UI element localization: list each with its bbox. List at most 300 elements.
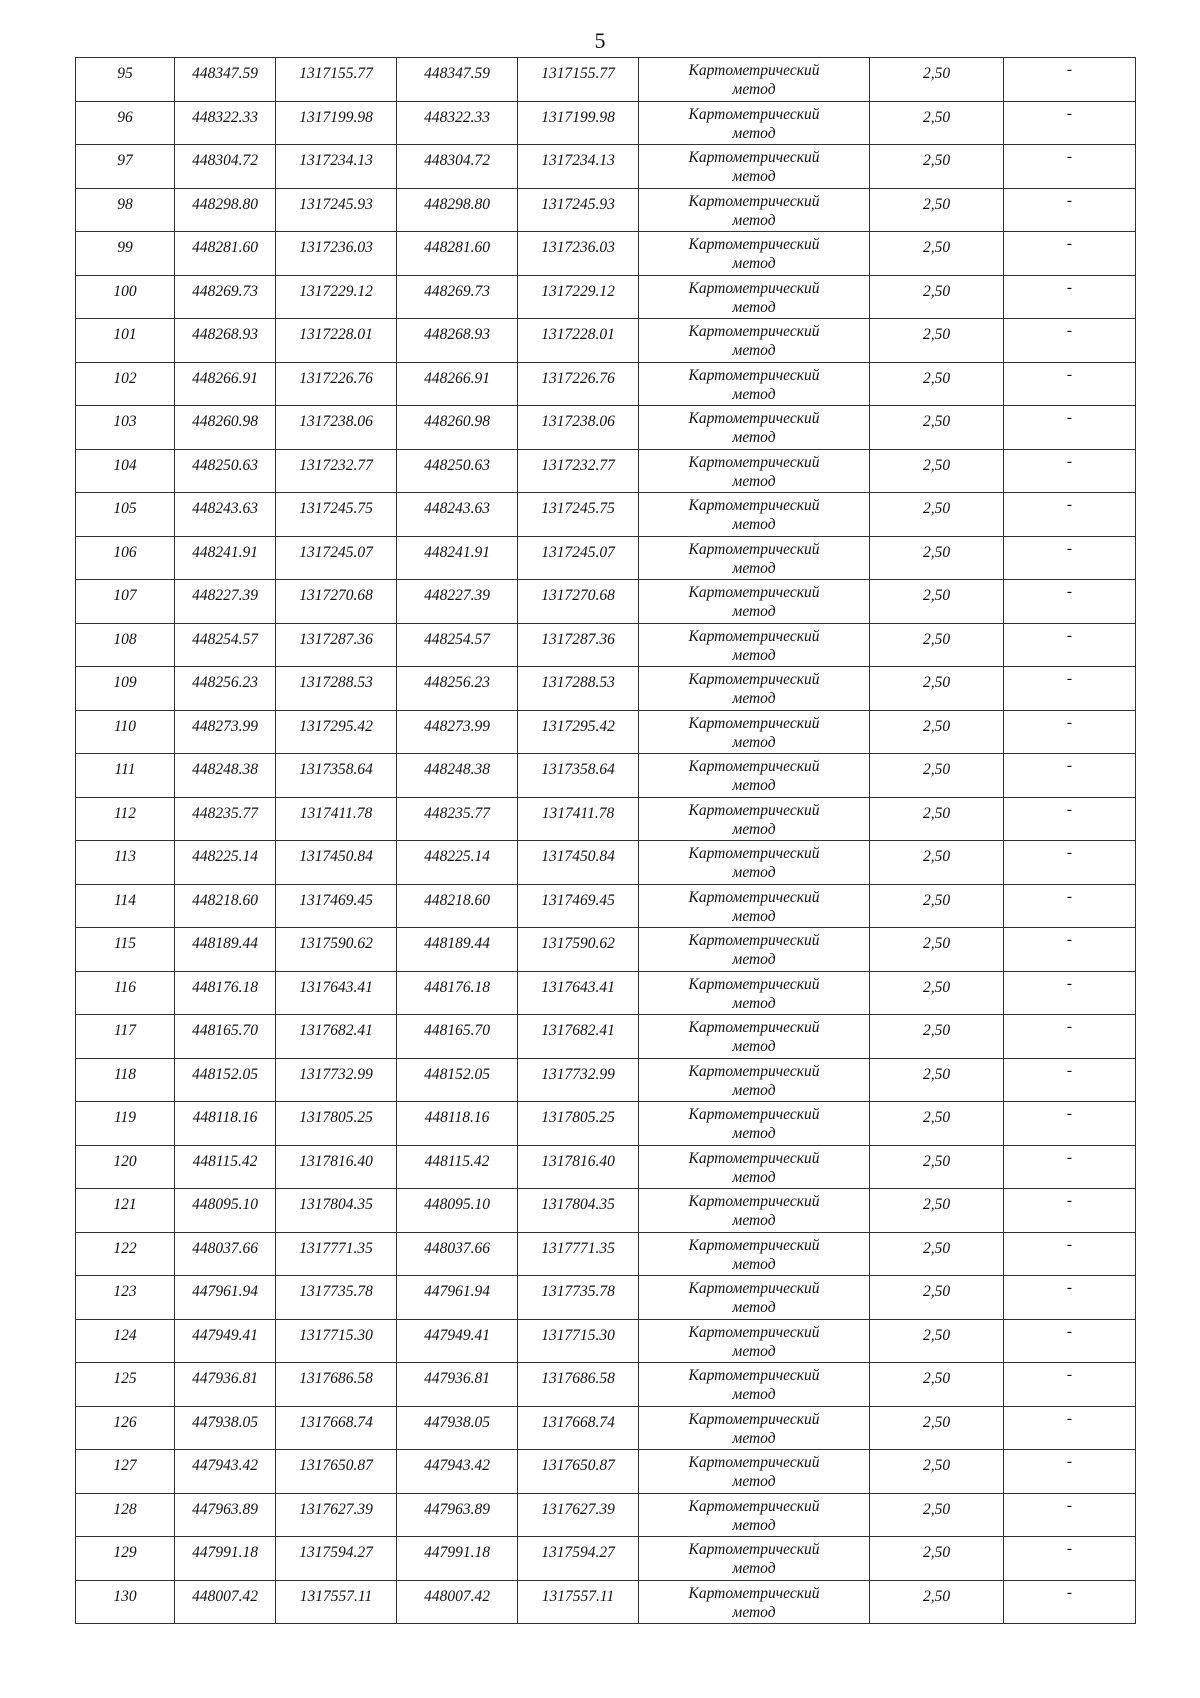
y-coordinate-cell: 1317816.40 (276, 1145, 397, 1189)
x-coordinate-cell: 448322.33 (397, 101, 518, 145)
method-line-1: Картометрический (688, 497, 820, 514)
point-number-cell: 121 (76, 1189, 175, 1233)
x-coordinate-cell: 448248.38 (175, 754, 276, 798)
x-coordinate-cell: 448241.91 (397, 536, 518, 580)
y-coordinate-cell: 1317805.25 (518, 1102, 639, 1146)
x-coordinate-cell: 448269.73 (397, 275, 518, 319)
table-row (76, 232, 1136, 276)
x-coordinate-cell: 448007.42 (175, 1580, 276, 1624)
x-coordinate-cell: 448260.98 (397, 406, 518, 450)
accuracy-cell: 2,50 (870, 58, 1004, 102)
note-cell: - (1004, 623, 1136, 667)
accuracy-cell: 2,50 (870, 1058, 1004, 1102)
y-coordinate-cell: 1317804.35 (518, 1189, 639, 1233)
y-coordinate-cell: 1317668.74 (276, 1406, 397, 1450)
accuracy-cell: 2,50 (870, 1276, 1004, 1320)
y-coordinate-cell: 1317245.93 (276, 188, 397, 232)
x-coordinate-cell: 447938.05 (397, 1406, 518, 1450)
y-coordinate-cell: 1317287.36 (518, 623, 639, 667)
y-coordinate-cell: 1317199.98 (276, 101, 397, 145)
x-coordinate-cell: 448037.66 (175, 1232, 276, 1276)
method-line-2: метод (732, 777, 776, 794)
method-line-2: метод (732, 255, 776, 272)
method-line-2: метод (732, 907, 776, 925)
y-coordinate-cell: 1317411.78 (276, 797, 397, 841)
table-row (76, 1493, 1136, 1537)
page-number: 5 (594, 28, 606, 53)
y-coordinate-cell: 1317229.12 (276, 275, 397, 319)
y-coordinate-cell: 1317232.77 (518, 449, 639, 493)
method-line-1: Картометрический (688, 323, 820, 340)
note-cell: - (1004, 971, 1136, 1015)
x-coordinate-cell: 448304.72 (397, 145, 518, 189)
y-coordinate-cell: 1317732.99 (518, 1058, 639, 1102)
y-coordinate-cell: 1317643.41 (518, 971, 639, 1015)
accuracy-cell: 2,50 (870, 928, 1004, 972)
method-line-2: метод (732, 603, 776, 620)
method-line-1: Картометрический (688, 62, 820, 79)
y-coordinate-cell: 1317245.93 (518, 188, 639, 232)
x-coordinate-cell: 447963.89 (397, 1493, 518, 1537)
accuracy-cell: 2,50 (870, 188, 1004, 232)
note-cell: - (1004, 1276, 1136, 1320)
table-row (76, 1102, 1136, 1146)
method-line-2: метод (732, 1212, 776, 1229)
note-cell: - (1004, 1537, 1136, 1581)
method-cell (639, 536, 870, 580)
table-row (76, 841, 1136, 885)
method-line-2: метод (732, 1560, 776, 1577)
x-coordinate-cell: 448268.93 (175, 319, 276, 363)
accuracy-cell: 2,50 (870, 536, 1004, 580)
method-line-1: Картометрический (688, 671, 820, 688)
x-coordinate-cell: 448241.91 (175, 536, 276, 580)
method-line-2: метод (732, 124, 776, 142)
method-line-1: Картометрический (688, 453, 820, 471)
accuracy-cell: 2,50 (870, 580, 1004, 624)
table-row (76, 1319, 1136, 1363)
method-line-1: Картометрический (688, 801, 820, 819)
x-coordinate-cell: 448007.42 (397, 1580, 518, 1624)
method-line-2: метод (732, 820, 776, 838)
y-coordinate-cell: 1317245.75 (276, 493, 397, 537)
x-coordinate-cell: 448176.18 (175, 971, 276, 1015)
note-cell: - (1004, 1450, 1136, 1494)
method-cell (639, 884, 870, 928)
x-coordinate-cell: 448095.10 (397, 1189, 518, 1233)
method-line-1: Картометрический (688, 714, 820, 732)
table-row (76, 449, 1136, 493)
method-cell (639, 754, 870, 798)
method-line-2: метод (732, 1081, 776, 1099)
y-coordinate-cell: 1317236.03 (518, 232, 639, 276)
x-coordinate-cell: 448254.57 (175, 623, 276, 667)
note-cell: - (1004, 754, 1136, 798)
x-coordinate-cell: 448227.39 (397, 580, 518, 624)
table-body (76, 58, 1136, 1624)
x-coordinate-cell: 448218.60 (397, 884, 518, 928)
note-cell: - (1004, 362, 1136, 406)
x-coordinate-cell: 448235.77 (175, 797, 276, 841)
table-row (76, 319, 1136, 363)
y-coordinate-cell: 1317735.78 (518, 1276, 639, 1320)
method-line-2: метод (732, 1603, 776, 1621)
x-coordinate-cell: 448243.63 (397, 493, 518, 537)
y-coordinate-cell: 1317816.40 (518, 1145, 639, 1189)
y-coordinate-cell: 1317643.41 (276, 971, 397, 1015)
note-cell: - (1004, 319, 1136, 363)
method-line-1: Картометрический (688, 1497, 820, 1515)
table-row (76, 1363, 1136, 1407)
y-coordinate-cell: 1317245.07 (276, 536, 397, 580)
method-line-1: Картометрический (688, 236, 820, 253)
method-cell (639, 1580, 870, 1624)
y-coordinate-cell: 1317557.11 (518, 1580, 639, 1624)
accuracy-cell: 2,50 (870, 145, 1004, 189)
method-line-2: метод (732, 951, 776, 968)
method-line-2: метод (732, 1429, 776, 1447)
y-coordinate-cell: 1317270.68 (518, 580, 639, 624)
method-line-1: Картометрический (688, 1454, 820, 1471)
method-line-2: метод (732, 1125, 776, 1142)
method-cell (639, 667, 870, 711)
y-coordinate-cell: 1317411.78 (518, 797, 639, 841)
method-line-2: метод (732, 1255, 776, 1273)
note-cell: - (1004, 1319, 1136, 1363)
point-number-cell: 98 (76, 188, 175, 232)
method-cell (639, 1232, 870, 1276)
y-coordinate-cell: 1317590.62 (518, 928, 639, 972)
point-number-cell: 122 (76, 1232, 175, 1276)
accuracy-cell: 2,50 (870, 1189, 1004, 1233)
point-number-cell: 109 (76, 667, 175, 711)
table-row (76, 667, 1136, 711)
y-coordinate-cell: 1317668.74 (518, 1406, 639, 1450)
table-row (76, 1450, 1136, 1494)
point-number-cell: 118 (76, 1058, 175, 1102)
method-line-2: метод (732, 385, 776, 403)
point-number-cell: 111 (76, 754, 175, 798)
x-coordinate-cell: 448347.59 (397, 58, 518, 102)
x-coordinate-cell: 447949.41 (175, 1319, 276, 1363)
method-line-1: Картометрический (688, 1106, 820, 1123)
y-coordinate-cell: 1317715.30 (276, 1319, 397, 1363)
accuracy-cell: 2,50 (870, 449, 1004, 493)
x-coordinate-cell: 448165.70 (175, 1015, 276, 1059)
y-coordinate-cell: 1317627.39 (518, 1493, 639, 1537)
method-cell (639, 623, 870, 667)
method-cell (639, 928, 870, 972)
y-coordinate-cell: 1317805.25 (276, 1102, 397, 1146)
method-line-2: метод (732, 211, 776, 229)
x-coordinate-cell: 448115.42 (397, 1145, 518, 1189)
method-line-1: Картометрический (688, 584, 820, 601)
y-coordinate-cell: 1317450.84 (518, 841, 639, 885)
method-cell (639, 1363, 870, 1407)
x-coordinate-cell: 448256.23 (175, 667, 276, 711)
method-line-2: метод (732, 81, 776, 98)
y-coordinate-cell: 1317238.06 (276, 406, 397, 450)
method-line-2: метод (732, 1342, 776, 1360)
y-coordinate-cell: 1317682.41 (518, 1015, 639, 1059)
note-cell: - (1004, 58, 1136, 102)
method-cell (639, 58, 870, 102)
x-coordinate-cell: 448189.44 (175, 928, 276, 972)
point-number-cell: 120 (76, 1145, 175, 1189)
y-coordinate-cell: 1317804.35 (276, 1189, 397, 1233)
accuracy-cell: 2,50 (870, 493, 1004, 537)
method-cell (639, 1406, 870, 1450)
x-coordinate-cell: 447936.81 (397, 1363, 518, 1407)
accuracy-cell: 2,50 (870, 1102, 1004, 1146)
y-coordinate-cell: 1317287.36 (276, 623, 397, 667)
y-coordinate-cell: 1317650.87 (518, 1450, 639, 1494)
y-coordinate-cell: 1317295.42 (518, 710, 639, 754)
method-line-1: Картометрический (688, 1149, 820, 1167)
table-row (76, 188, 1136, 232)
y-coordinate-cell: 1317234.13 (518, 145, 639, 189)
x-coordinate-cell: 448304.72 (175, 145, 276, 189)
method-line-2: метод (732, 429, 776, 446)
y-coordinate-cell: 1317732.99 (276, 1058, 397, 1102)
y-coordinate-cell: 1317228.01 (276, 319, 397, 363)
method-cell (639, 1189, 870, 1233)
point-number-cell: 104 (76, 449, 175, 493)
method-line-1: Картометрический (688, 1019, 820, 1036)
x-coordinate-cell: 448243.63 (175, 493, 276, 537)
point-number-cell: 123 (76, 1276, 175, 1320)
x-coordinate-cell: 448235.77 (397, 797, 518, 841)
y-coordinate-cell: 1317155.77 (276, 58, 397, 102)
x-coordinate-cell: 448268.93 (397, 319, 518, 363)
note-cell: - (1004, 1232, 1136, 1276)
y-coordinate-cell: 1317358.64 (276, 754, 397, 798)
x-coordinate-cell: 448266.91 (397, 362, 518, 406)
x-coordinate-cell: 447961.94 (175, 1276, 276, 1320)
method-cell (639, 362, 870, 406)
table-row (76, 1232, 1136, 1276)
method-cell (639, 1145, 870, 1189)
method-cell (639, 1015, 870, 1059)
method-line-1: Картометрический (688, 366, 820, 384)
y-coordinate-cell: 1317686.58 (518, 1363, 639, 1407)
method-line-2: метод (732, 994, 776, 1012)
note-cell: - (1004, 1145, 1136, 1189)
method-line-2: метод (732, 516, 776, 533)
table-row (76, 710, 1136, 754)
method-line-1: Картометрический (688, 1193, 820, 1210)
note-cell: - (1004, 580, 1136, 624)
point-number-cell: 112 (76, 797, 175, 841)
method-cell (639, 406, 870, 450)
y-coordinate-cell: 1317245.75 (518, 493, 639, 537)
point-number-cell: 125 (76, 1363, 175, 1407)
method-line-2: метод (732, 690, 776, 707)
point-number-cell: 128 (76, 1493, 175, 1537)
y-coordinate-cell: 1317686.58 (276, 1363, 397, 1407)
y-coordinate-cell: 1317557.11 (276, 1580, 397, 1624)
x-coordinate-cell: 448250.63 (397, 449, 518, 493)
y-coordinate-cell: 1317236.03 (276, 232, 397, 276)
x-coordinate-cell: 447938.05 (175, 1406, 276, 1450)
point-number-cell: 129 (76, 1537, 175, 1581)
method-line-2: метод (732, 1386, 776, 1403)
note-cell: - (1004, 1058, 1136, 1102)
method-line-1: Картометрический (688, 192, 820, 210)
y-coordinate-cell: 1317450.84 (276, 841, 397, 885)
y-coordinate-cell: 1317232.77 (276, 449, 397, 493)
x-coordinate-cell: 448118.16 (175, 1102, 276, 1146)
point-number-cell: 116 (76, 971, 175, 1015)
x-coordinate-cell: 448176.18 (397, 971, 518, 1015)
x-coordinate-cell: 448281.60 (175, 232, 276, 276)
point-number-cell: 110 (76, 710, 175, 754)
method-line-1: Картометрический (688, 1236, 820, 1254)
table-row (76, 580, 1136, 624)
x-coordinate-cell: 448165.70 (397, 1015, 518, 1059)
table-row (76, 275, 1136, 319)
accuracy-cell: 2,50 (870, 406, 1004, 450)
accuracy-cell: 2,50 (870, 1319, 1004, 1363)
accuracy-cell: 2,50 (870, 1537, 1004, 1581)
point-number-cell: 108 (76, 623, 175, 667)
note-cell: - (1004, 232, 1136, 276)
method-cell (639, 101, 870, 145)
table-row (76, 1406, 1136, 1450)
x-coordinate-cell: 448218.60 (175, 884, 276, 928)
point-number-cell: 105 (76, 493, 175, 537)
y-coordinate-cell: 1317735.78 (276, 1276, 397, 1320)
x-coordinate-cell: 448227.39 (175, 580, 276, 624)
note-cell: - (1004, 1015, 1136, 1059)
accuracy-cell: 2,50 (870, 667, 1004, 711)
accuracy-cell: 2,50 (870, 841, 1004, 885)
accuracy-cell: 2,50 (870, 1363, 1004, 1407)
note-cell: - (1004, 884, 1136, 928)
y-coordinate-cell: 1317295.42 (276, 710, 397, 754)
point-number-cell: 117 (76, 1015, 175, 1059)
method-line-2: метод (732, 1299, 776, 1316)
method-line-1: Картометрический (688, 1541, 820, 1558)
method-line-2: метод (732, 646, 776, 664)
x-coordinate-cell: 448248.38 (397, 754, 518, 798)
table-row (76, 623, 1136, 667)
accuracy-cell: 2,50 (870, 319, 1004, 363)
method-line-1: Картометрический (688, 845, 820, 862)
note-cell: - (1004, 449, 1136, 493)
x-coordinate-cell: 448037.66 (397, 1232, 518, 1276)
point-number-cell: 95 (76, 58, 175, 102)
method-line-1: Картометрический (688, 1410, 820, 1428)
table-row (76, 928, 1136, 972)
note-cell: - (1004, 710, 1136, 754)
method-line-1: Картометрический (688, 1323, 820, 1341)
accuracy-cell: 2,50 (870, 1406, 1004, 1450)
point-number-cell: 97 (76, 145, 175, 189)
x-coordinate-cell: 448254.57 (397, 623, 518, 667)
y-coordinate-cell: 1317469.45 (276, 884, 397, 928)
y-coordinate-cell: 1317288.53 (276, 667, 397, 711)
point-number-cell: 100 (76, 275, 175, 319)
table-row (76, 145, 1136, 189)
y-coordinate-cell: 1317771.35 (276, 1232, 397, 1276)
method-line-2: метод (732, 864, 776, 881)
accuracy-cell: 2,50 (870, 275, 1004, 319)
table-row (76, 971, 1136, 1015)
table-row (76, 1145, 1136, 1189)
x-coordinate-cell: 447991.18 (175, 1537, 276, 1581)
method-cell (639, 1102, 870, 1146)
y-coordinate-cell: 1317270.68 (276, 580, 397, 624)
y-coordinate-cell: 1317469.45 (518, 884, 639, 928)
coordinates-table (75, 57, 1136, 1624)
accuracy-cell: 2,50 (870, 710, 1004, 754)
y-coordinate-cell: 1317238.06 (518, 406, 639, 450)
note-cell: - (1004, 493, 1136, 537)
method-cell (639, 1276, 870, 1320)
accuracy-cell: 2,50 (870, 1580, 1004, 1624)
x-coordinate-cell: 448118.16 (397, 1102, 518, 1146)
x-coordinate-cell: 448152.05 (397, 1058, 518, 1102)
point-number-cell: 101 (76, 319, 175, 363)
table-row (76, 101, 1136, 145)
x-coordinate-cell: 448152.05 (175, 1058, 276, 1102)
point-number-cell: 113 (76, 841, 175, 885)
note-cell: - (1004, 188, 1136, 232)
y-coordinate-cell: 1317155.77 (518, 58, 639, 102)
note-cell: - (1004, 145, 1136, 189)
note-cell: - (1004, 536, 1136, 580)
table-row (76, 493, 1136, 537)
x-coordinate-cell: 447963.89 (175, 1493, 276, 1537)
point-number-cell: 124 (76, 1319, 175, 1363)
accuracy-cell: 2,50 (870, 971, 1004, 1015)
method-cell (639, 580, 870, 624)
accuracy-cell: 2,50 (870, 1450, 1004, 1494)
method-line-1: Картометрический (688, 975, 820, 993)
note-cell: - (1004, 667, 1136, 711)
note-cell: - (1004, 406, 1136, 450)
note-cell: - (1004, 101, 1136, 145)
point-number-cell: 130 (76, 1580, 175, 1624)
x-coordinate-cell: 447943.42 (397, 1450, 518, 1494)
table-row (76, 536, 1136, 580)
method-line-1: Картометрический (688, 888, 820, 906)
y-coordinate-cell: 1317682.41 (276, 1015, 397, 1059)
method-cell (639, 1537, 870, 1581)
table-row (76, 1537, 1136, 1581)
method-line-1: Картометрический (688, 1280, 820, 1297)
y-coordinate-cell: 1317228.01 (518, 319, 639, 363)
point-number-cell: 126 (76, 1406, 175, 1450)
note-cell: - (1004, 1493, 1136, 1537)
point-number-cell: 103 (76, 406, 175, 450)
y-coordinate-cell: 1317199.98 (518, 101, 639, 145)
method-cell (639, 1319, 870, 1363)
y-coordinate-cell: 1317650.87 (276, 1450, 397, 1494)
point-number-cell: 96 (76, 101, 175, 145)
method-line-1: Картометрический (688, 410, 820, 427)
method-cell (639, 841, 870, 885)
x-coordinate-cell: 448281.60 (397, 232, 518, 276)
method-line-2: метод (732, 1473, 776, 1490)
table-row (76, 1015, 1136, 1059)
point-number-cell: 115 (76, 928, 175, 972)
table-row (76, 754, 1136, 798)
y-coordinate-cell: 1317226.76 (518, 362, 639, 406)
method-cell (639, 449, 870, 493)
x-coordinate-cell: 448273.99 (175, 710, 276, 754)
